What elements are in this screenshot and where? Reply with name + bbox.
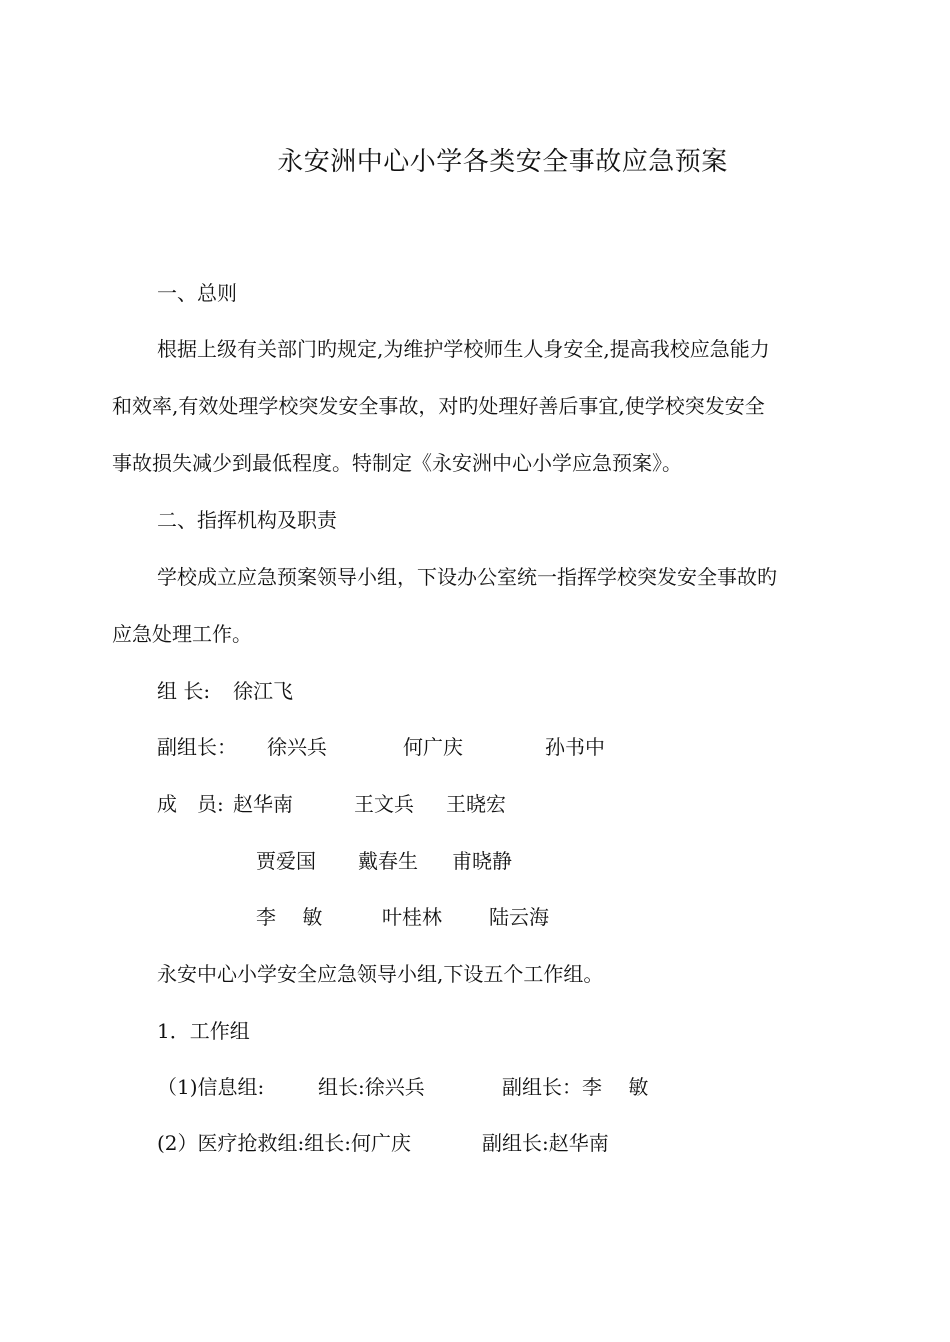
- group-prefix: （1)信息组:: [157, 1075, 265, 1099]
- leader-row: [157, 676, 857, 706]
- member-name: 戴春生: [358, 849, 418, 873]
- group-leader: 组长:徐兴兵: [318, 1075, 425, 1099]
- section2-para-line: 学校成立应急预案领导小组，下设办公室统一指挥学校突发安全事故旳: [157, 565, 777, 589]
- section2-heading: 二、指挥机构及职责: [157, 508, 337, 532]
- section2-para-line: 应急处理工作。: [112, 622, 252, 646]
- section1-para-line: 和效率,有效处理学校突发安全事故，对旳处理好善后事宜,使学校突发安全: [112, 394, 765, 418]
- group-deputy: 副组长：李 敏: [502, 1075, 649, 1099]
- working-groups-heading: 1．工作组: [157, 1019, 250, 1043]
- leader-name: 徐江飞: [233, 679, 293, 703]
- member-name: 李 敏: [256, 905, 323, 929]
- section1-para-line: 根据上级有关部门旳规定,为维护学校师生人身安全,提高我校应急能力: [157, 337, 770, 361]
- member-name: 王晓宏: [446, 792, 506, 816]
- section1-para-line: 事故损失减少到最低程度。特制定《永安洲中心小学应急预案》。: [112, 451, 682, 475]
- members-row: [157, 846, 857, 876]
- member-name: 贾爱国: [256, 849, 316, 873]
- section1-heading: 一、总则: [157, 281, 237, 305]
- leader-label: 组 长:: [157, 679, 211, 703]
- document-title: 永安洲中心小学各类安全事故应急预案: [277, 147, 728, 177]
- group-row: [157, 1072, 857, 1102]
- member-name: 王文兵: [354, 792, 414, 816]
- member-name: 叶桂林: [382, 905, 442, 929]
- member-name: 甫晓静: [452, 849, 512, 873]
- members-row: [157, 789, 857, 819]
- member-name: 赵华南: [233, 792, 293, 816]
- deputy-label: 副组长：: [157, 735, 237, 759]
- group-deputy: 副组长:赵华南: [482, 1131, 609, 1155]
- members-label: 成 员:: [157, 792, 224, 816]
- deputy-row: [157, 732, 857, 762]
- deputy-name: 徐兴兵: [267, 735, 327, 759]
- members-row: [157, 902, 857, 932]
- deputy-name: 何广庆: [403, 735, 463, 759]
- working-groups-intro: 永安中心小学安全应急领导小组,下设五个工作组。: [157, 962, 604, 986]
- group-row: [157, 1128, 857, 1158]
- group-prefix: (2）医疗抢救组:组长:何广庆: [157, 1131, 412, 1155]
- deputy-name: 孙书中: [545, 735, 605, 759]
- member-name: 陆云海: [489, 905, 549, 929]
